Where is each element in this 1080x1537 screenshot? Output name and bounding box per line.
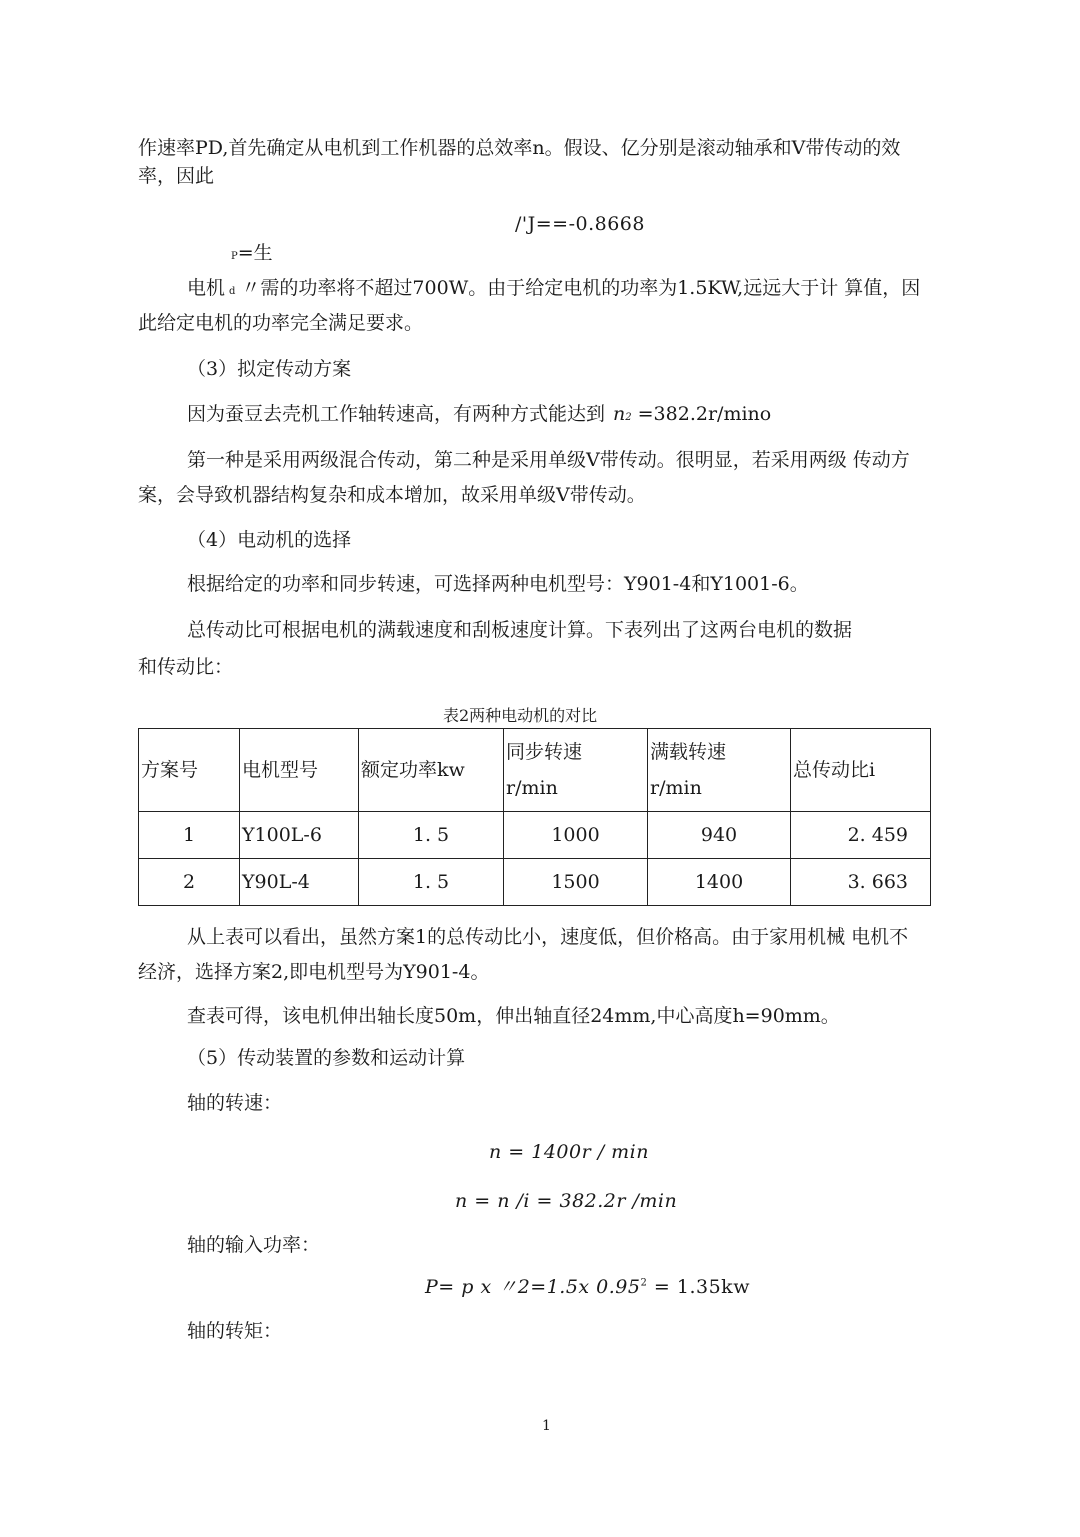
paragraph-line: 作速率PD,首先确定从电机到工作机器的总效率n。假设、亿分别是滚动轴承和V带传动的效 — [138, 137, 901, 159]
paragraph-line: 总传动比可根据电机的满载速度和刮板速度计算。下表列出了这两台电机的数据 — [187, 619, 853, 641]
equation-subscript: P — [231, 251, 238, 262]
paragraph-line: 经济，选择方案2,即电机型号为Y901-4。 — [138, 961, 490, 983]
text-run: 因为蚕豆去壳机工作轴转速高，有两种方式能达到 — [187, 403, 606, 425]
table-cell: Y90L-4 — [240, 859, 359, 906]
equation-input-power — [425, 1278, 750, 1297]
table-row — [139, 812, 931, 859]
equation-text: P= p x 〃2=1.5x 0.95 — [425, 1276, 641, 1298]
header-line: 同步转速 — [506, 740, 583, 763]
text-run: =382.2r/mino — [637, 403, 772, 425]
paragraph-line: 从上表可以看出，虽然方案1的总传动比小，速度低，但价格高。由于家用机械 电机不 — [187, 926, 909, 948]
table-cell: 940 — [648, 812, 791, 859]
equation-superscript: 2 — [640, 1277, 648, 1289]
paragraph-line: 根据给定的功率和同步转速，可选择两种电机型号：Y901-4和Y1001-6。 — [187, 573, 809, 595]
table-cell: 2. 459 — [791, 812, 931, 859]
equation-power — [231, 244, 273, 263]
equation-text: = 1.35kw — [647, 1276, 750, 1298]
table-caption: 表2两种电动机的对比 — [443, 706, 598, 725]
table-cell: 2 — [139, 859, 240, 906]
equation-efficiency: /'J==-0.8668 — [515, 213, 645, 235]
paragraph-line: 轴的转矩： — [187, 1320, 283, 1342]
paragraph-line: 和传动比： — [138, 656, 234, 678]
header-cell: 方案号 — [139, 729, 240, 812]
variable-subscript: 2 — [625, 412, 632, 423]
text-run: 〃需的功率将不超过700W。由于给定电机的功率为1.5KW,远远大于计 算值，因 — [241, 277, 921, 299]
paragraph-line: 率，因此 — [138, 165, 215, 187]
paragraph-line — [187, 279, 920, 298]
table-cell: 1. 5 — [359, 812, 504, 859]
paragraph-line: 轴的转速： — [187, 1092, 283, 1114]
header-line: r/min — [650, 777, 702, 799]
table-cell: 3. 663 — [791, 859, 931, 906]
paragraph-line: 轴的输入功率： — [187, 1234, 321, 1256]
header-cell — [504, 729, 648, 812]
equation-speed: n = 1400r / min — [489, 1141, 649, 1163]
paragraph-line — [187, 405, 771, 424]
section-heading: （4）电动机的选择 — [187, 529, 352, 551]
header-cell — [648, 729, 791, 812]
page-number: 1 — [542, 1418, 551, 1434]
text-subscript: d — [229, 286, 236, 297]
header-cell: 额定功率kw — [359, 729, 504, 812]
header-line: r/min — [506, 777, 558, 799]
table-cell: 1500 — [504, 859, 648, 906]
paragraph-line: 案，会导致机器结构复杂和成本增加，故采用单级V带传动。 — [138, 484, 646, 506]
header-cell: 总传动比i — [791, 729, 931, 812]
equation-speed-ratio: n = n /i = 382.2r /min — [455, 1190, 678, 1212]
header-cell: 电机型号 — [240, 729, 359, 812]
motor-comparison-table — [138, 728, 931, 906]
section-heading: （3）拟定传动方案 — [187, 358, 352, 380]
section-heading: （5）传动装置的参数和运动计算 — [187, 1047, 466, 1069]
table-cell: Y100L-6 — [240, 812, 359, 859]
variable-n: n — [613, 403, 626, 425]
table-header-row — [139, 729, 931, 812]
table-cell: 1000 — [504, 812, 648, 859]
paragraph-line: 此给定电机的功率完全满足要求。 — [138, 312, 424, 334]
table-row — [139, 859, 931, 906]
paragraph-line: 查表可得，该电机伸出轴长度50m，伸出轴直径24mm,中心高度h=90mm。 — [187, 1005, 840, 1027]
table-cell: 1 — [139, 812, 240, 859]
equation-text: =生 — [237, 242, 273, 264]
header-line: 满载转速 — [650, 740, 727, 763]
paragraph-line: 第一种是采用两级混合传动，第二种是采用单级V带传动。很明显，若采用两级 传动方 — [187, 449, 910, 471]
text-run: 电机 — [187, 277, 226, 299]
table-cell: 1400 — [648, 859, 791, 906]
table-cell: 1. 5 — [359, 859, 504, 906]
